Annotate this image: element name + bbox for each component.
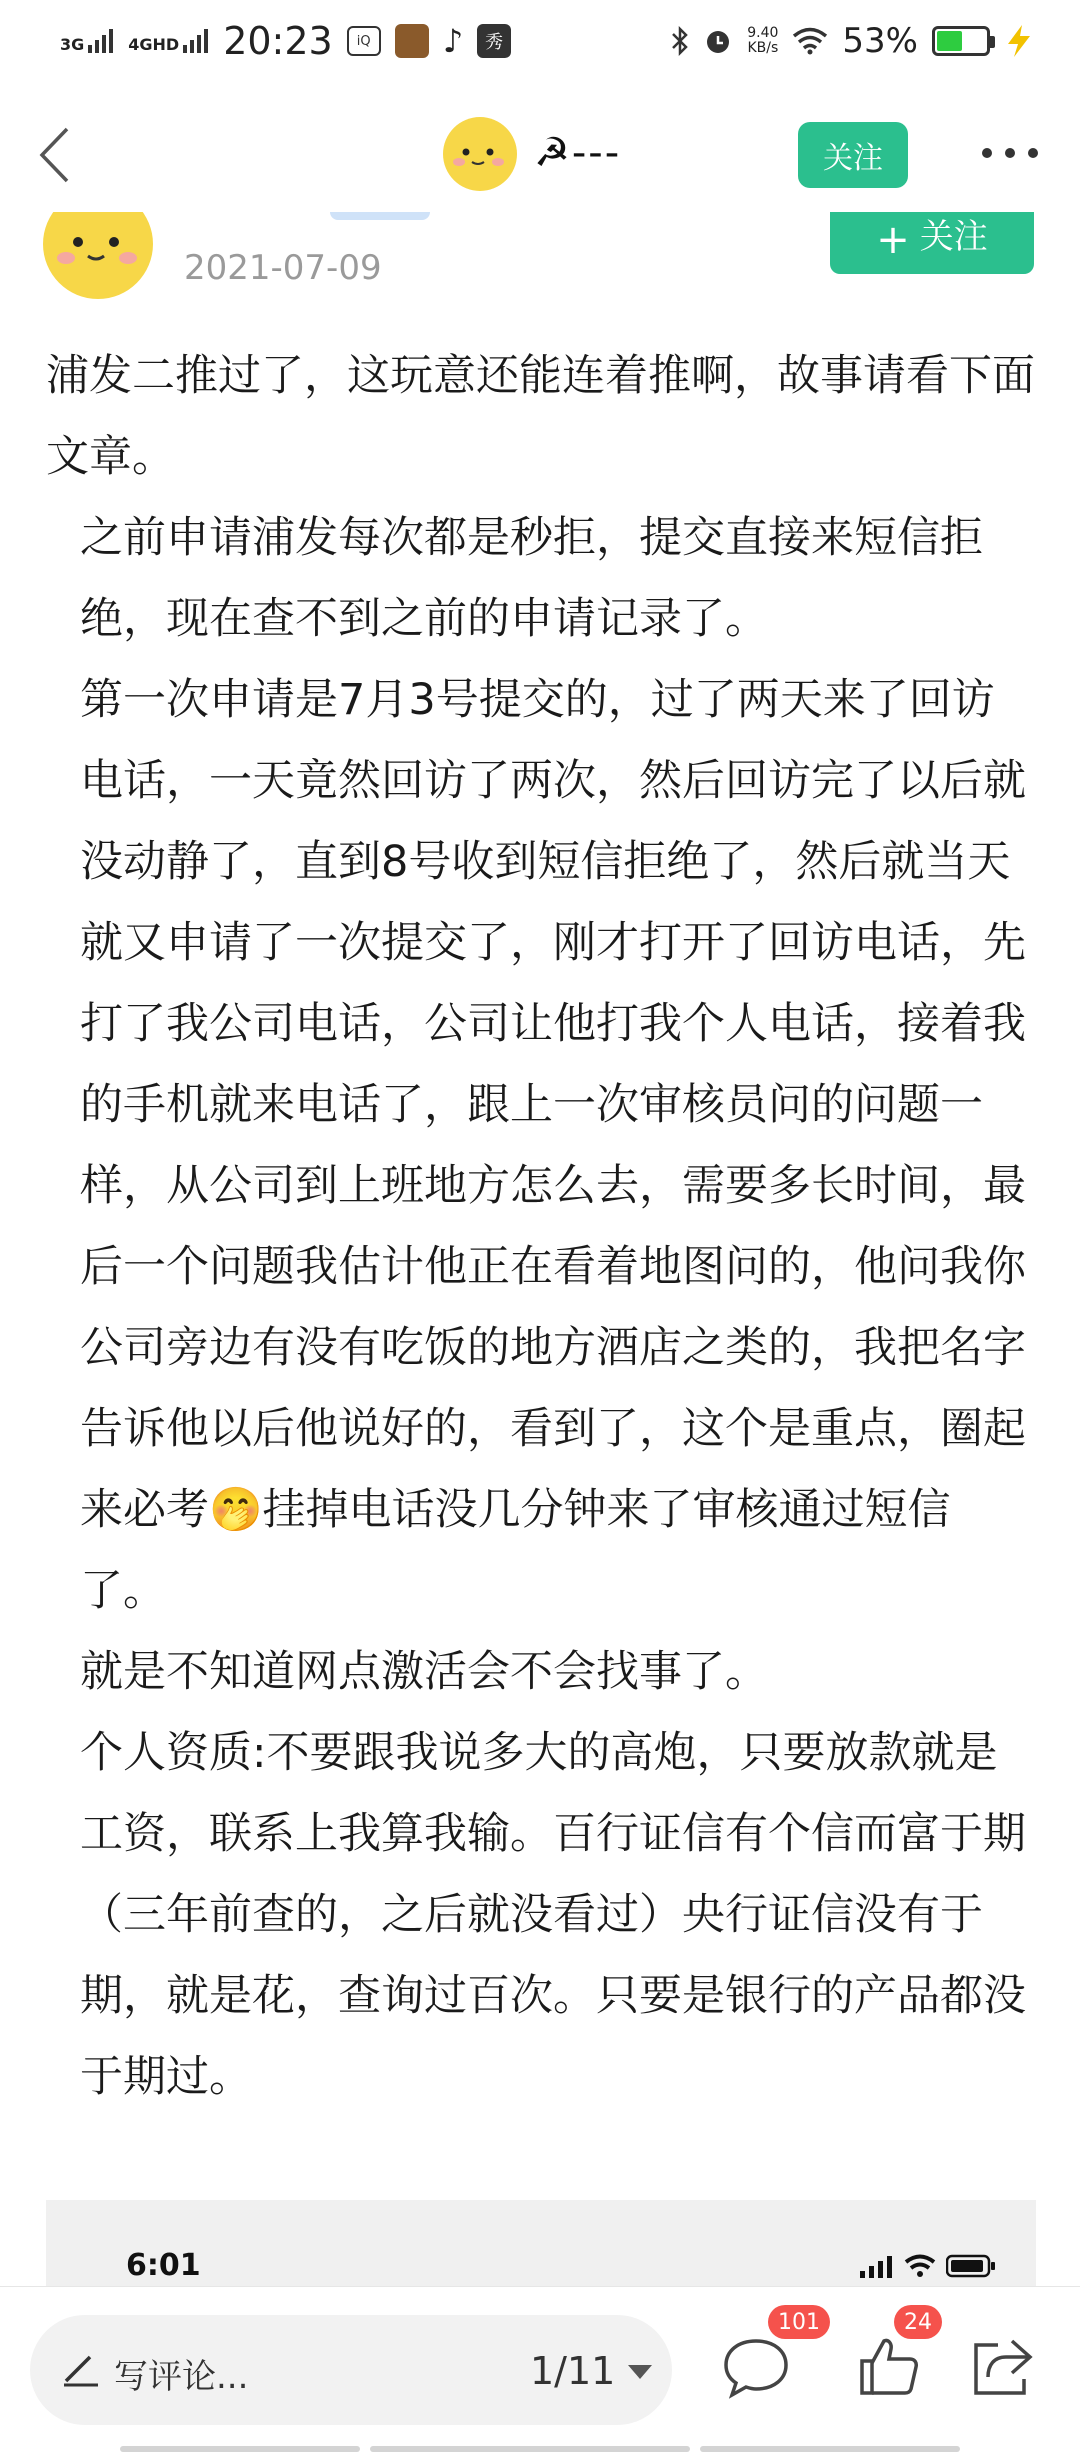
status-bar-left bbox=[60, 19, 511, 63]
page-scroll-indicator bbox=[0, 2446, 1080, 2454]
chevron-down-icon[interactable] bbox=[628, 2365, 652, 2379]
comment-input[interactable] bbox=[30, 2315, 672, 2425]
app-icon bbox=[395, 24, 429, 58]
article-paragraph: 就是不知道网点激活会不会找事了。 bbox=[80, 1647, 768, 1697]
network-label-2: 4GHD bbox=[128, 35, 180, 54]
page-indicator[interactable]: 1/11 bbox=[530, 2349, 616, 2393]
article-paragraph: 之前申请浦发每次都是秒拒，提交直接来短信拒绝，现在查不到之前的申请记录了。 bbox=[80, 513, 983, 644]
battery-icon bbox=[946, 2254, 996, 2278]
author-avatar-small[interactable] bbox=[442, 116, 518, 192]
thumbs-up-icon[interactable] bbox=[848, 2327, 928, 2407]
battery-percent: 53% bbox=[842, 21, 918, 61]
comment-placeholder: 写评论... bbox=[114, 2357, 249, 2397]
iqiyi-icon: iQ bbox=[347, 26, 381, 56]
smirk-emoji-icon: 🤭 bbox=[209, 1485, 263, 1535]
wifi-icon bbox=[792, 27, 828, 55]
alarm-icon bbox=[703, 26, 733, 56]
signal-bars-icon bbox=[183, 29, 209, 53]
author-avatar[interactable] bbox=[42, 212, 154, 300]
share-icon[interactable] bbox=[962, 2327, 1042, 2407]
article-paragraph: 第一次申请是7月3号提交的，过了两天来了回访电话，一天竟然回访了两次，然后回访完了以后就没动静了，直到8号收到短信拒绝了，然后就当天就又申请了一次提交了，刚才打开了回访电话，先打了我公司电话，公司让他打我个人电话，接着我的手机就来电话了，跟上一次审核员问的问题一样，从公司到上班地方怎么去，需要多长时间，最后一个问题我估计他正在看着地图问的，他问我你公司旁边有没有吃饭的地方酒店之类的，我把名字告诉他以后他说好的，看到了，这个是重点，圈起来必考 bbox=[80, 675, 1026, 1535]
article-paragraph-group bbox=[46, 660, 1036, 1632]
status-time: 20:23 bbox=[223, 19, 333, 63]
chevron-left-icon bbox=[37, 125, 71, 185]
post-follow-button[interactable] bbox=[830, 212, 1034, 274]
article-paragraph: 个人资质:不要跟我说多大的高炮，只要放款就是工资，联系上我算我输。百行证信有个信而富于期（三年前查的，之后就没看过）央行证信没有于期，就是花，查询过百次。只要是银行的产品都没于期过。 bbox=[80, 1728, 1026, 2102]
post-follow-label: 关注 bbox=[919, 217, 988, 257]
header-follow-button[interactable]: 关注 bbox=[798, 122, 908, 188]
signal-bars-icon bbox=[88, 29, 114, 53]
article-paragraph: 浦发二推过了，这玩意还能连着推啊，故事请看下面文章。 bbox=[46, 351, 1035, 482]
wifi-icon bbox=[904, 2254, 936, 2278]
signal-bars-icon bbox=[860, 2256, 894, 2278]
article-body bbox=[46, 336, 1036, 2118]
embedded-image-time: 6:01 bbox=[126, 2248, 201, 2283]
plus-icon: + bbox=[876, 217, 910, 263]
battery-level bbox=[937, 31, 962, 51]
more-dot bbox=[1028, 148, 1038, 158]
article-paragraph: 挂掉电话没几分钟来了审核通过短信了。 bbox=[80, 1485, 951, 1616]
xiu-icon: 秀 bbox=[477, 24, 511, 58]
post-author-row bbox=[0, 212, 1080, 312]
author-name-header[interactable]: ☭--- bbox=[534, 130, 622, 176]
status-bar-right bbox=[671, 21, 1034, 61]
verified-badge bbox=[330, 212, 430, 220]
speed-value: 9.40 bbox=[747, 25, 779, 41]
more-options-button[interactable] bbox=[982, 138, 1038, 168]
bluetooth-icon bbox=[671, 25, 689, 57]
like-count-badge: 24 bbox=[894, 2305, 942, 2339]
comment-count-badge: 101 bbox=[768, 2305, 830, 2339]
back-button[interactable] bbox=[24, 120, 84, 190]
embedded-image[interactable] bbox=[46, 2200, 1036, 2300]
top-nav bbox=[0, 100, 1080, 210]
comment-icon[interactable] bbox=[716, 2327, 796, 2407]
status-bar bbox=[0, 0, 1080, 82]
embedded-image-status-icons bbox=[860, 2254, 996, 2278]
tiktok-icon: ♪ bbox=[442, 22, 464, 60]
network-speed bbox=[747, 26, 778, 56]
charging-icon bbox=[1004, 24, 1034, 58]
battery-icon bbox=[932, 26, 990, 56]
speed-unit: KB/s bbox=[747, 40, 779, 56]
scroll-segment bbox=[370, 2446, 690, 2452]
signal-icon-1 bbox=[60, 29, 114, 53]
pen-icon bbox=[60, 2349, 100, 2389]
more-dot bbox=[982, 148, 992, 158]
signal-icon-2 bbox=[128, 29, 209, 53]
scroll-segment bbox=[700, 2446, 960, 2452]
more-dot bbox=[1005, 148, 1015, 158]
scroll-segment bbox=[120, 2446, 360, 2452]
network-label-1: 3G bbox=[60, 35, 85, 54]
bottom-action-bar bbox=[0, 2286, 1080, 2460]
post-date: 2021-07-09 bbox=[184, 248, 382, 288]
